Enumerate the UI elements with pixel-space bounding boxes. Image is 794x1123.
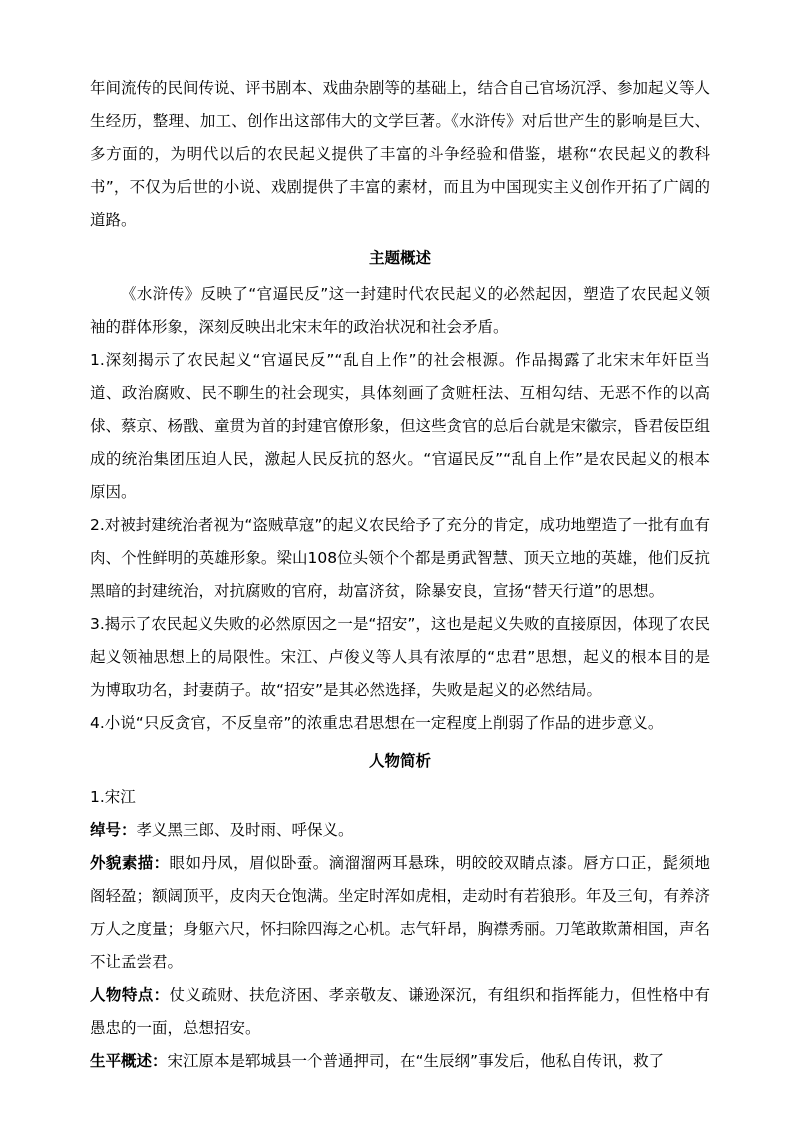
appearance-label: 外貌素描： [90, 854, 170, 872]
theme-point-4: 4.小说“只反贪官，不反皇帝”的浓重忠君思想在一定程度上削弱了作品的进步意义。 [90, 714, 664, 732]
nickname-text: 孝义黑三郎、及时雨、呼保义。 [136, 821, 354, 839]
life-text: 宋江原本是郓城县一个普通押司，在“生辰纲”事发后，他私自传讯，救了 [167, 1052, 665, 1070]
character-entry-heading: 1.宋江 [90, 788, 136, 806]
document-page [90, 72, 710, 1078]
life-label: 生平概述： [90, 1052, 168, 1070]
characters-section-title: 人物简析 [368, 752, 431, 770]
traits-text: 仗义疏财、扶危济困、孝亲敬友、谦逊深沉，有组织和指挥能力，但性格中有愚忠的一面，总想招安。 [90, 986, 710, 1037]
theme-point-1: 1.深刻揭示了农民起义“官逼民反”“乱自上作”的社会根源。作品揭露了北宋末年奸臣当道、政治腐败、民不聊生的社会现实，具体刻画了贪赃枉法、互相勾结、无恶不作的以高俅、蔡京、杨戬、童贯为首的封建官僚形象，但这些贪官的总后台就是宋徽宗，昏君佞臣组成的统治集团压迫人民，激起人民反抗的怒火。“官逼民反”“乱自上作”是农民起义的根本原因。 [90, 351, 711, 501]
traits-paragraph [90, 979, 710, 1045]
nickname-label: 绰号： [90, 821, 137, 839]
nickname-line [90, 814, 710, 847]
theme-point-2: 2.对被封建统治者视为“盗贼草寇”的起义农民给予了充分的肯定，成功地塑造了一批有血有肉、个性鲜明的英雄形象。梁山108位头领个个都是勇武智慧、顶天立地的英雄，他们反抗黑暗的封建统治，对抗腐败的官府，劫富济贫，除暴安良，宣扬“替天行道”的思想。 [90, 516, 710, 600]
traits-label: 人物特点： [90, 986, 170, 1004]
theme-section-title: 主题概述 [368, 249, 431, 267]
appearance-text: 眼如丹凤，眉似卧蚕。滴溜溜两耳悬珠，明皎皎双睛点漆。唇方口正，髭须地阁轻盈；额阔顶平，皮肉天仓饱满。坐定时浑如虎相，走动时有若狼形。年及三旬，有养济万人之度量；身躯六尺，怀扫除四海之心机。志气轩昂，胸襟秀丽。刀笔敢欺萧相国，声名不让孟尝君。 [90, 854, 711, 971]
theme-point-3: 3.揭示了农民起义失败的必然原因之一是“招安”，这也是起义失败的直接原因，体现了农民起义领袖思想上的局限性。宋江、卢俊义等人具有浓厚的“忠君”思想，起义的根本目的是为博取功名，封妻荫子。故“招安”是其必然选择，失败是起义的必然结局。 [90, 615, 710, 699]
appearance-paragraph [90, 847, 710, 979]
life-paragraph [90, 1045, 710, 1078]
intro-paragraph: 年间流传的民间传说、评书剧本、戏曲杂剧等的基础上，结合自己官场沉浮、参加起义等人生经历，整理、加工、创作出这部伟大的文学巨著。《水浒传》对后世产生的影响是巨大、多方面的，为明代以后的农民起义提供了丰富的斗争经验和借鉴，堪称“农民起义的教科书”，不仅为后世的小说、戏剧提供了丰富的素材，而且为中国现实主义创作开拓了广阔的道路。 [90, 79, 711, 229]
theme-summary-paragraph: 《水浒传》反映了“官逼民反”这一封建时代农民起义的必然起因，塑造了农民起义领袖的群体形象，深刻反映出北宋末年的政治状况和社会矛盾。 [90, 285, 710, 336]
